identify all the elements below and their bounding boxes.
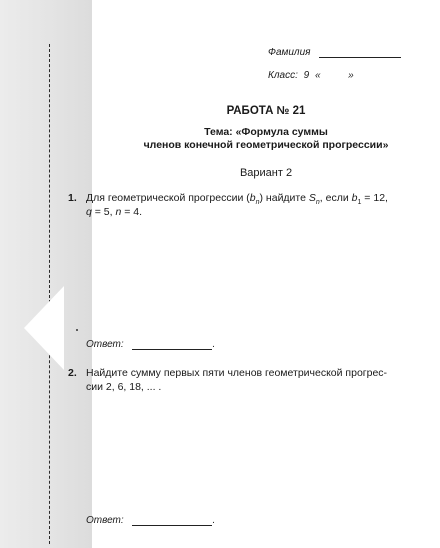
b1-sub: 1 xyxy=(357,199,362,207)
task-2-answer[interactable] xyxy=(86,515,215,526)
class-quote-close: » xyxy=(348,70,354,81)
class-value: 9 xyxy=(303,70,310,81)
task-1-answer[interactable] xyxy=(86,339,215,350)
page-turn-arrow-icon[interactable] xyxy=(24,286,64,370)
b1-var: b xyxy=(351,192,358,204)
sum-s-var: S xyxy=(308,192,316,204)
n-value: = 4. xyxy=(121,206,143,218)
topic-line-2: членов конечной геометрической прогрессии» xyxy=(143,139,389,151)
task-1-answer-end: . xyxy=(212,339,216,350)
task-1-text-line-2 xyxy=(86,206,142,218)
task-1-answer-label: Ответ: xyxy=(86,339,124,350)
seq-b-var: b xyxy=(249,192,256,204)
task-1-text-c: , если xyxy=(319,192,352,204)
class-label: Класс: xyxy=(268,70,298,81)
task-1-answer-blank[interactable] xyxy=(132,349,212,350)
topic-line-1: Тема: «Формула суммы xyxy=(204,126,328,138)
task-1-text-line-1 xyxy=(86,192,388,206)
surname-field[interactable] xyxy=(268,47,401,58)
task-1-number: 1. xyxy=(68,192,77,204)
variant-label: Вариант 2 xyxy=(239,167,293,179)
work-title: РАБОТА № 21 xyxy=(226,105,306,117)
surname-blank[interactable] xyxy=(319,57,401,58)
q-var: q xyxy=(86,206,92,218)
seq-sub-n: n xyxy=(255,199,260,207)
b1-value: = 12, xyxy=(361,192,388,204)
surname-label: Фамилия xyxy=(268,47,311,58)
task-2-text-line-2: сии 2, 6, 18, ... . xyxy=(86,381,162,393)
binding-margin xyxy=(0,0,92,548)
worksheet-page xyxy=(68,0,440,548)
task-1-text-a: Для геометрической прогрессии ( xyxy=(86,192,250,204)
task-1-text-b: ) найдите xyxy=(259,192,309,204)
task-2-answer-blank[interactable] xyxy=(132,525,212,526)
scan-speck xyxy=(76,329,78,331)
sum-sub-n: n xyxy=(315,199,320,207)
task-2-answer-end: . xyxy=(212,515,216,526)
task-2-answer-label: Ответ: xyxy=(86,515,124,526)
task-2-number: 2. xyxy=(68,367,77,379)
class-field[interactable] xyxy=(268,70,354,81)
class-quote-open: « xyxy=(315,70,321,81)
n-var: n xyxy=(115,206,122,218)
q-value: = 5, xyxy=(91,206,116,218)
task-2-text-line-1: Найдите сумму первых пяти членов геометрической прогрес- xyxy=(86,367,388,379)
